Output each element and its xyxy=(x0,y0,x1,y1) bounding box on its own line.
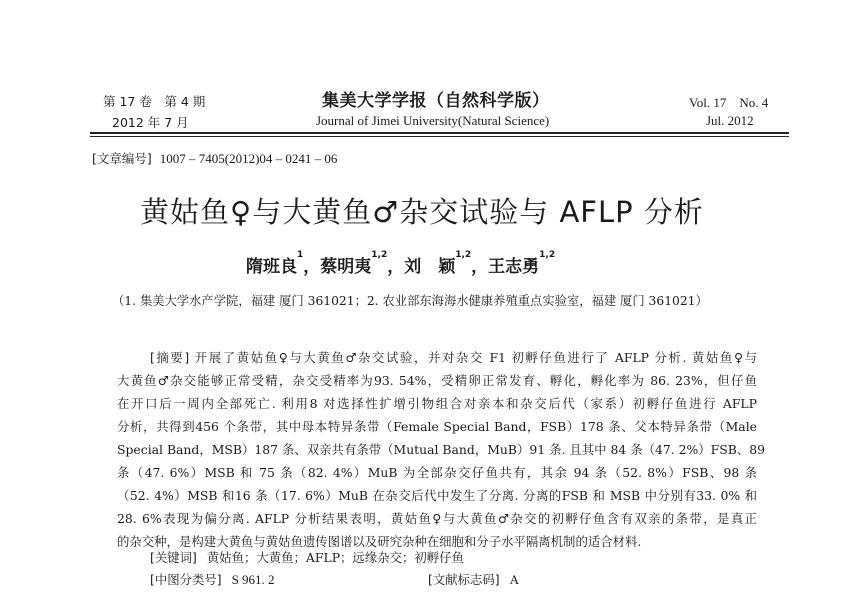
abstract-line-3: 在开口后一周内全部死亡. 利用8 对选择性扩增引物组合对亲本和杂交后代（家系）初孵仔鱼进行 AFLP xyxy=(117,396,757,411)
article-title: 黄姑鱼♀与大黄鱼♂杂交试验与 AFLP 分析 xyxy=(140,195,704,229)
date-en: Jul. 2012 xyxy=(706,113,754,128)
affiliations: （1. 集美大学水产学院，福建 厦门 361021；2. 农业部东海海水健康养殖重点实验室，福建 厦门 361021） xyxy=(112,294,708,308)
author-1: 隋班良$^1$， xyxy=(246,250,321,277)
abstract-line-4: 分析，共得到456 个条带，其中母本特异条带（Female Special Band，FSB）178 条、父本特异条带（Male xyxy=(117,419,757,434)
author-4: 王志勇$^{1,2}$ xyxy=(488,250,556,277)
abstract-line-8: 28. 6%表现为偏分离. AFLP 分析结果表明，黄姑鱼♀与大黄鱼♂杂交的初孵仔鱼含有双亲的条带，是真正 xyxy=(117,511,757,526)
clc-number xyxy=(150,571,275,589)
abstract-line-6: 条（47. 6%）MSB 和 75 条（82. 4%）MuB 为全部杂交仔鱼共有，其余 94 条（52. 8%）FSB、98 条 xyxy=(117,465,757,480)
clc-value: S 961. 2 xyxy=(231,572,275,587)
header-rule-thin xyxy=(90,136,789,137)
keywords-value: 黄姑鱼；大黄鱼；AFLP；远缘杂交；初孵仔鱼 xyxy=(206,550,464,565)
author-list xyxy=(246,252,555,277)
keywords xyxy=(150,549,464,567)
abstract-line-1: [摘要] 开展了黄姑鱼♀与大黄鱼♂杂交试验，并对杂交 F1 初孵仔鱼进行了 AFLP 分析. 黄姑鱼♀与 xyxy=(150,350,757,365)
abstract-line-5: Special Band，MSB）187 条、双亲共有条带（Mutual Band，MuB）91 条. 且其中 84 条（47. 2%）FSB、89 xyxy=(117,442,765,457)
journal-title-en: Journal of Jimei University(Natural Science) xyxy=(316,113,550,128)
abstract-label: [摘要] xyxy=(150,350,190,365)
abstract-line-2: 大黄鱼♂杂交能够正常受精，杂交受精率为93. 54%，受精卵正常发育、孵化，孵化率为 86. 23%，但仔鱼 xyxy=(117,373,757,388)
article-number-value: 1007 – 7405(2012)04 – 0241 – 06 xyxy=(159,151,338,166)
author-3: 刘 颖$^{1,2}$， xyxy=(404,250,489,277)
date-cn: 2012 年 7 月 xyxy=(112,115,189,130)
document-code-label: [文献标志码] xyxy=(428,572,500,587)
volume-issue-cn: 第 17 卷 第 4 期 xyxy=(103,94,206,109)
document-code-value: A xyxy=(509,572,519,587)
abstract-line-7: （52. 4%）MSB 和16 条（17. 6%）MuB 在杂交后代中发生了分离. 分离的FSB 和 MSB 中分别有33. 0% 和 xyxy=(117,488,757,503)
volume-issue-en: Vol. 17 No. 4 xyxy=(689,95,769,110)
keywords-label: [关键词] xyxy=(150,550,197,565)
document-code xyxy=(428,571,519,589)
clc-label: [中图分类号] xyxy=(150,572,222,587)
author-2: 蔡明夷$^{1,2}$， xyxy=(320,250,405,277)
article-number xyxy=(92,149,337,167)
article-number-label: [文章编号] xyxy=(92,151,152,166)
header-rule-thick xyxy=(90,132,789,134)
abstract-line-9: 的杂交种，是构建大黄鱼与黄姑鱼遗传图谱以及研究杂种在细胞和分子水平隔离机制的适合材料. xyxy=(117,534,642,549)
journal-title-cn: 集美大学学报（自然科学版） xyxy=(322,91,550,111)
